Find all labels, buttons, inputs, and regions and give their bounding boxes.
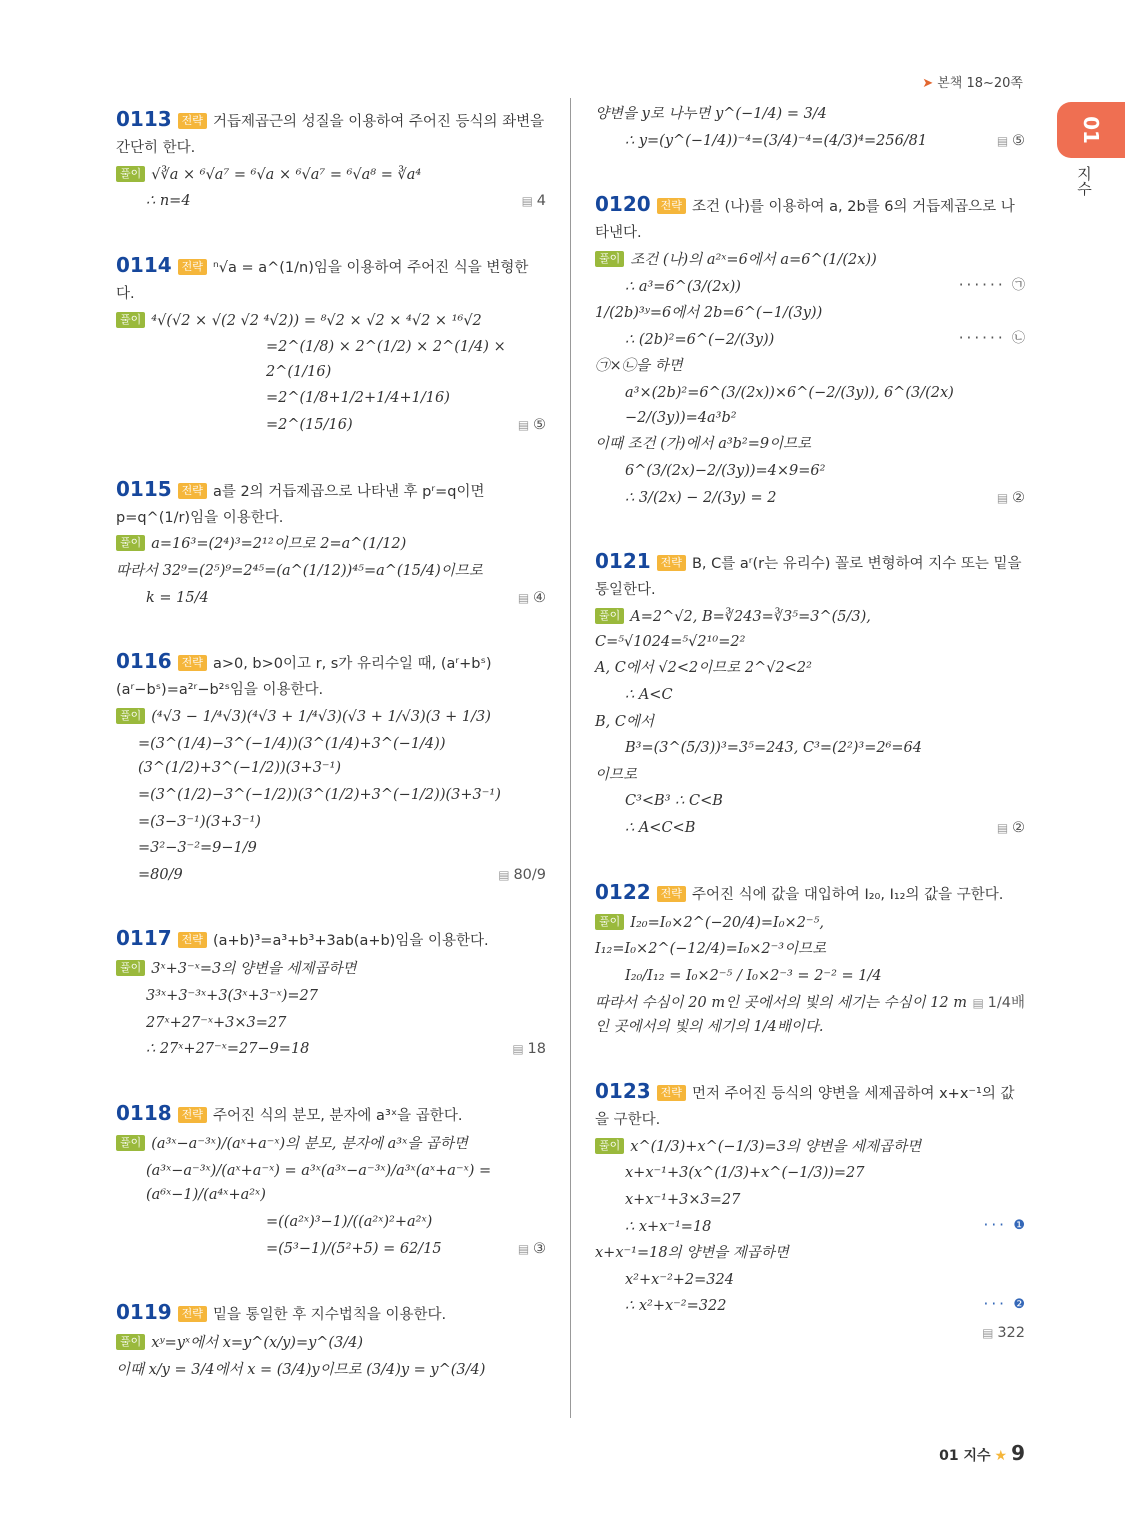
math-text: A, C에서 √2<2이므로 2^√2<2² <box>595 660 812 677</box>
problem-header <box>116 1096 546 1130</box>
problem-number: 0121 <box>595 549 651 574</box>
math-text: x+x⁻¹+3×3=27 <box>625 1191 741 1208</box>
strategy-text: 밑을 통일한 후 지수법칙을 이용한다. <box>212 1307 447 1324</box>
problem-block <box>595 187 1025 510</box>
solution-line <box>595 656 1025 681</box>
problem-header <box>595 544 1025 603</box>
solution-line <box>595 605 1025 654</box>
math-text: ∴ y=(y^(−1/4))⁻⁴=(3/4)⁻⁴=(4/3)⁴=256/81 <box>625 132 928 149</box>
arrow-icon: ➤ <box>922 76 934 91</box>
solution-line <box>595 1135 1025 1160</box>
strategy-badge: 전략 <box>178 1107 207 1123</box>
math-text: B, C에서 <box>595 713 654 730</box>
solution-line <box>116 309 546 334</box>
answer-mark: ▤ ⑤ <box>518 413 546 438</box>
problem-header <box>116 1295 546 1329</box>
problem-header <box>116 644 546 703</box>
solution-line <box>116 413 546 438</box>
math-text: x+x⁻¹=18의 양변을 제곱하면 <box>595 1245 789 1262</box>
book-reference <box>922 72 1023 91</box>
strategy-badge: 전략 <box>657 198 686 214</box>
strategy-badge: 전략 <box>657 555 686 571</box>
strategy-text: 주어진 식의 분모, 분자에 a³ˣ을 곱한다. <box>212 1108 463 1125</box>
book-ref-text: 본책 18~20쪽 <box>937 76 1023 91</box>
strategy-badge: 전략 <box>178 932 207 948</box>
math-text: =(3−3⁻¹)(3+3⁻¹) <box>138 813 261 830</box>
solution-line <box>595 1215 1025 1240</box>
solution-line <box>595 789 1025 814</box>
chapter-tab-title: 지수 <box>1075 166 1093 196</box>
step-marker: ······ ㉡ <box>957 330 1025 346</box>
answer-mark: ▤ ⑤ <box>997 129 1025 154</box>
solution-line <box>116 1037 546 1062</box>
answer-mark: ▤ ④ <box>518 586 546 611</box>
math-text: =80/9 <box>138 866 183 883</box>
strategy-badge: 전략 <box>178 1306 207 1322</box>
math-text: 따라서 수심이 20 m인 곳에서의 빛의 세기는 수심이 12 m인 곳에서의 빛의 세기의 1/4배이다. <box>595 994 968 1036</box>
solution-badge: 풀이 <box>595 914 624 930</box>
problem-block <box>116 1295 546 1382</box>
step-marker: ··· ❷ <box>982 1297 1025 1313</box>
problem-block <box>595 875 1025 1040</box>
solution-line <box>595 328 1025 353</box>
solution-line <box>595 381 1025 430</box>
math-text: =2^(1/8+1/2+1/4+1/16) <box>266 390 450 407</box>
math-text: xʸ=yˣ에서 x=y^(x/y)=y^(3/4) <box>151 1335 364 1352</box>
solution-badge: 풀이 <box>116 960 145 976</box>
solution-line <box>595 911 1025 936</box>
strategy-text: a>0, b>0이고 r, s가 유리수일 때, (aʳ+bˢ)(aʳ−bˢ)=a²ʳ−b²ˢ임을 이용한다. <box>116 656 492 699</box>
solution-line <box>595 937 1025 962</box>
strategy-badge: 전략 <box>657 1085 686 1101</box>
math-text: I₂₀/I₁₂ = I₀×2⁻⁵ / I₀×2⁻³ = 2⁻² = 1/4 <box>625 968 882 985</box>
solution-line <box>595 1241 1025 1266</box>
problem-number: 0117 <box>116 926 172 951</box>
math-text: x^(1/3)+x^(−1/3)=3의 양변을 세제곱하면 <box>630 1138 922 1155</box>
math-text: I₂₀=I₀×2^(−20/4)=I₀×2⁻⁵, <box>630 914 824 931</box>
math-text: ⁴√(√2 × √(2 √2 ⁴√2)) = ⁸√2 × √2 × ⁴√2 × ¹⁶√2 <box>151 312 482 329</box>
math-text: ∴ x+x⁻¹=18 <box>625 1218 712 1235</box>
solution-line <box>595 683 1025 708</box>
problem-block <box>595 544 1025 840</box>
solution-line <box>116 386 546 411</box>
solution-badge: 풀이 <box>595 1138 624 1154</box>
solution-line <box>116 1210 546 1235</box>
math-text: ∴ A<C<B <box>625 820 696 837</box>
solution-line <box>595 275 1025 300</box>
problem-number: 0113 <box>116 107 172 131</box>
solution-line <box>116 1011 546 1036</box>
math-text: =3²−3⁻²=9−1/9 <box>138 840 257 857</box>
solution-line <box>595 1268 1025 1293</box>
strategy-text: 먼저 주어진 등식의 양변을 세제곱하여 x+x⁻¹의 값을 구한다. <box>595 1085 1015 1128</box>
problem-number: 0123 <box>595 1078 651 1103</box>
math-text: =2^(15/16) <box>266 417 353 434</box>
math-text: ∴ 27ˣ+27⁻ˣ=27−9=18 <box>146 1041 310 1058</box>
solution-line <box>595 248 1025 273</box>
solution-badge: 풀이 <box>116 708 145 724</box>
solution-line <box>595 763 1025 788</box>
problem-number: 0119 <box>116 1300 172 1325</box>
problem-header <box>116 102 546 161</box>
math-text: a=16³=(2⁴)³=2¹²이므로 2=a^(1/12) <box>151 536 407 553</box>
problem-block <box>116 1096 546 1261</box>
solution-line <box>595 486 1025 511</box>
problem-block <box>116 248 546 438</box>
answer-mark: ▤ 80/9 <box>498 863 546 888</box>
answer-mark: ▤ 18 <box>512 1037 546 1062</box>
math-text: (a³ˣ−a⁻³ˣ)/(aˣ+a⁻ˣ) = a³ˣ(a³ˣ−a⁻³ˣ)/a³ˣ(aˣ+a⁻ˣ) = (a⁶ˣ−1)/(a⁴ˣ+a²ˣ) <box>146 1162 492 1204</box>
star-icon: ★ <box>994 1448 1008 1464</box>
problem-number: 0122 <box>595 879 651 904</box>
solution-line <box>595 816 1025 841</box>
solution-line <box>595 129 1025 154</box>
math-text: =((a²ˣ)³−1)/((a²ˣ)²+a²ˣ) <box>266 1213 433 1230</box>
solution-line <box>116 335 546 384</box>
math-text: C³<B³ ∴ C<B <box>625 793 723 810</box>
column-divider <box>570 98 571 1418</box>
strategy-text: ⁿ√a = a^(1/n)임을 이용하여 주어진 식을 변형한다. <box>116 259 529 302</box>
math-text: x²+x⁻²+2=324 <box>625 1271 734 1288</box>
problem-header <box>116 248 546 307</box>
right-column <box>595 100 1025 1353</box>
problem-block <box>116 921 546 1062</box>
solution-line <box>595 1294 1025 1319</box>
solution-line <box>595 991 1025 1040</box>
math-text: (⁴√3 − 1/⁴√3)(⁴√3 + 1/⁴√3)(√3 + 1/√3)(3 + 1/3) <box>151 708 491 725</box>
problem-block <box>116 102 546 214</box>
math-text: =2^(1/8) × 2^(1/2) × 2^(1/4) × 2^(1/16) <box>266 339 506 380</box>
solution-line <box>595 459 1025 484</box>
solution-badge: 풀이 <box>595 608 624 624</box>
strategy-badge: 전략 <box>178 113 207 129</box>
problem-header <box>595 187 1025 246</box>
math-text: =(3^(1/4)−3^(−1/4))(3^(1/4)+3^(−1/4))(3^(1/2)+3^(−1/2))(3+3⁻¹) <box>138 735 446 777</box>
math-text: √∛a × ⁶√a⁷ = ⁶√a × ⁶√a⁷ = ⁶√a⁸ = ∛a⁴ <box>151 166 422 183</box>
solution-line <box>116 705 546 730</box>
solution-line <box>595 432 1025 457</box>
answer-mark: ▤ ② <box>997 486 1025 511</box>
solution-line <box>116 732 546 781</box>
strategy-badge: 전략 <box>657 886 686 902</box>
math-text: ∴ A<C <box>625 686 673 703</box>
solution-line <box>116 163 546 188</box>
footer-chapter: 01 지수 <box>939 1448 991 1464</box>
solution-line <box>116 1159 546 1208</box>
math-text: 따라서 32⁹=(2⁵)⁹=2⁴⁵=(a^(1/12))⁴⁵=a^(15/4)이므로 <box>116 563 483 580</box>
problem-block <box>595 102 1025 153</box>
math-text: (a³ˣ−a⁻³ˣ)/(aˣ+a⁻ˣ)의 분모, 분자에 a³ˣ을 곱하면 <box>151 1136 468 1153</box>
problem-block <box>595 1074 1025 1342</box>
math-text: 3ˣ+3⁻ˣ=3의 양변을 세제곱하면 <box>151 961 357 978</box>
strategy-badge: 전략 <box>178 655 207 671</box>
math-text: 조건 (나)의 a²ˣ=6에서 a=6^(1/(2x)) <box>630 251 877 268</box>
chapter-tab <box>1057 102 1125 158</box>
answer-mark: ▤ 1/4배 <box>973 991 1026 1016</box>
math-text: ∴ 3/(2x) − 2/(3y) = 2 <box>625 489 777 506</box>
solution-badge: 풀이 <box>116 1334 145 1350</box>
step-marker: ······ ㉠ <box>957 277 1025 293</box>
solution-line <box>116 1358 546 1383</box>
math-text: 이때 조건 (가)에서 a³b²=9이므로 <box>595 436 812 453</box>
chapter-tab-number: 01 <box>1079 116 1103 144</box>
solution-badge: 풀이 <box>116 312 145 328</box>
solution-line <box>595 736 1025 761</box>
answer-mark: ▤ ② <box>997 816 1025 841</box>
solution-line <box>116 586 546 611</box>
solution-badge: 풀이 <box>116 166 145 182</box>
answer-mark: ▤ ③ <box>518 1237 546 1262</box>
solution-line <box>595 102 1025 127</box>
math-text: =(3^(1/2)−3^(−1/2))(3^(1/2)+3^(−1/2))(3+3⁻¹) <box>138 786 501 803</box>
strategy-badge: 전략 <box>178 483 207 499</box>
math-text: I₁₂=I₀×2^(−12/4)=I₀×2⁻³이므로 <box>595 941 827 958</box>
solution-badge: 풀이 <box>116 1135 145 1151</box>
solution-line <box>595 964 1025 989</box>
answer-mark: ▤ 4 <box>522 189 546 214</box>
strategy-badge: 전략 <box>178 259 207 275</box>
strategy-text: 주어진 식에 값을 대입하여 I₂₀, I₁₂의 값을 구한다. <box>691 886 1004 903</box>
math-text: ∴ n=4 <box>146 193 191 210</box>
strategy-text: B, C를 aʳ(r는 유리수) 꼴로 변형하여 지수 또는 밑을 통일한다. <box>595 556 1022 599</box>
answer-mark: ▤ 322 <box>982 1321 1025 1346</box>
problem-number: 0114 <box>116 252 172 277</box>
strategy-text: 조건 (나)를 이용하여 a, 2b를 6의 거듭제곱으로 나타낸다. <box>595 199 1015 242</box>
math-text: x+x⁻¹+3(x^(1/3)+x^(−1/3))=27 <box>625 1165 865 1182</box>
solution-line <box>595 301 1025 326</box>
math-text: ∴ a³=6^(3/(2x)) <box>625 278 741 295</box>
solution-line <box>595 1188 1025 1213</box>
page-number: 9 <box>1011 1441 1025 1465</box>
strategy-text: a를 2의 거듭제곱으로 나타낸 후 pʳ=q이면 p=q^(1/r)임을 이용한다. <box>116 483 485 526</box>
step-marker: ··· ❶ <box>982 1217 1025 1233</box>
strategy-text: (a+b)³=a³+b³+3ab(a+b)임을 이용한다. <box>212 933 489 950</box>
solution-line <box>116 1331 546 1356</box>
page-footer <box>939 1441 1025 1465</box>
problem-number: 0118 <box>116 1101 172 1126</box>
solution-badge: 풀이 <box>116 535 145 551</box>
problem-header <box>595 1074 1025 1133</box>
math-text: k = 15/4 <box>146 589 209 606</box>
problem-header <box>595 875 1025 909</box>
solution-line <box>116 836 546 861</box>
solution-line <box>116 810 546 835</box>
problem-block <box>116 472 546 611</box>
solution-line <box>116 1237 546 1262</box>
math-text: 6^(3/(2x)−2/(3y))=4×9=6² <box>625 463 826 480</box>
math-text: ∴ (2b)²=6^(−2/(3y)) <box>625 331 775 348</box>
solution-line <box>116 189 546 214</box>
math-text: ㉠×㉡을 하면 <box>595 358 683 375</box>
math-text: B³=(3^(5/3))³=3⁵=243, C³=(2²)³=2⁶=64 <box>625 740 923 757</box>
math-text: a³×(2b)²=6^(3/(2x))×6^(−2/(3y)), 6^(3/(2x)−2/(3y))=4a³b² <box>625 385 954 426</box>
solution-line <box>595 354 1025 379</box>
solution-line <box>116 532 546 557</box>
math-text: 양변을 y로 나누면 y^(−1/4) = 3/4 <box>595 106 827 122</box>
solution-line <box>595 710 1025 735</box>
solution-line <box>116 863 546 888</box>
math-text: A=2^√2, B=∛243=∛3⁵=3^(5/3), C=⁵√1024=⁵√2¹⁰=2² <box>595 608 871 650</box>
problem-number: 0115 <box>116 476 172 501</box>
math-text: 이므로 <box>595 766 638 783</box>
problem-header <box>116 921 546 955</box>
solution-line <box>595 1161 1025 1186</box>
left-column <box>116 100 546 1417</box>
problem-header <box>116 472 546 531</box>
solution-badge: 풀이 <box>595 251 624 267</box>
strategy-text: 거듭제곱근의 성질을 이용하여 주어진 등식의 좌변을 간단히 한다. <box>116 114 545 156</box>
math-text: 3³ˣ+3⁻³ˣ+3(3ˣ+3⁻ˣ)=27 <box>146 988 319 1005</box>
solution-line <box>116 1132 546 1157</box>
math-text: 1/(2b)³ʸ=6에서 2b=6^(−1/(3y)) <box>595 305 823 322</box>
solution-line <box>116 559 546 584</box>
solution-line <box>116 783 546 808</box>
math-text: 27ˣ+27⁻ˣ+3×3=27 <box>146 1014 287 1031</box>
solution-line <box>116 984 546 1009</box>
solution-line <box>116 957 546 982</box>
math-text: ∴ x²+x⁻²=322 <box>625 1298 727 1315</box>
problem-number: 0120 <box>595 192 651 217</box>
problem-block <box>116 644 546 887</box>
math-text: =(5³−1)/(5²+5) = 62/15 <box>266 1240 442 1257</box>
problem-number: 0116 <box>116 649 172 674</box>
math-text: 이때 x/y = 3/4에서 x = (3/4)y이므로 (3/4)y = y^(3/4) <box>116 1361 486 1378</box>
